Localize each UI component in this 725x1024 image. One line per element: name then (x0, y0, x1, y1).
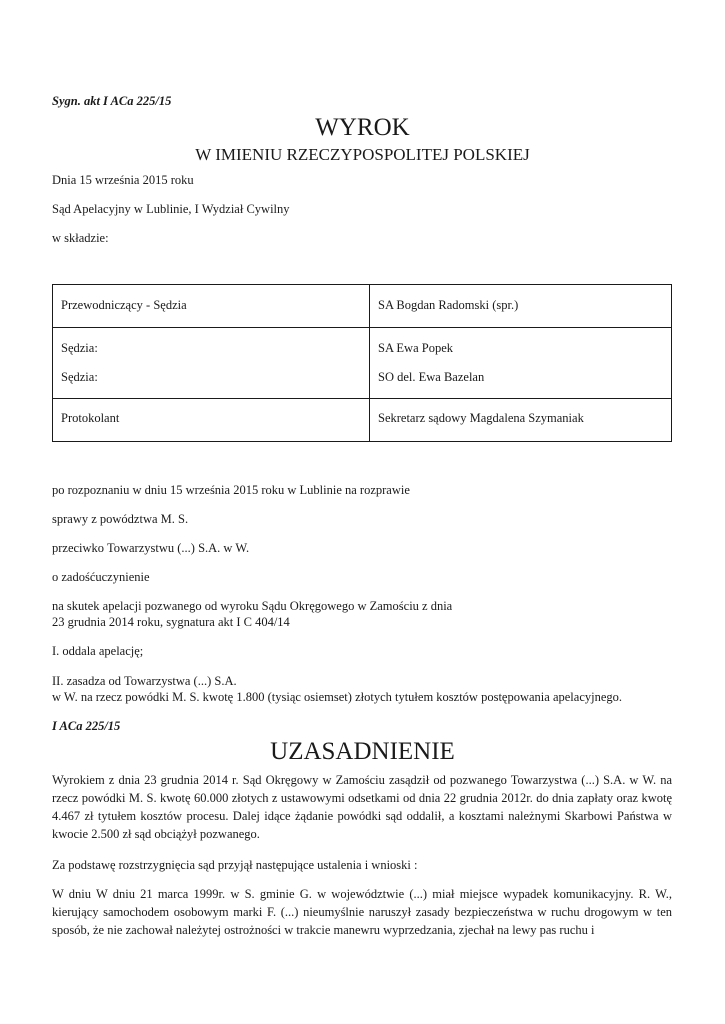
table-cell (53, 328, 370, 399)
document-subtitle: W IMIENIU RZECZYPOSPOLITEJ POLSKIEJ (195, 145, 530, 164)
proceedings-line: 23 grudnia 2014 roku, sygnatura akt I C 404/14 (52, 615, 290, 629)
judge-name: SA Ewa Popek (378, 341, 453, 355)
table-cell (370, 399, 672, 442)
proceedings-line: przeciwko Towarzystwu (...) S.A. w W. (52, 541, 250, 555)
table-cell (370, 328, 672, 399)
court-name: Sąd Apelacyjny w Lublinie, I Wydział Cywilny (52, 202, 290, 216)
justification-case-ref: I ACa 225/15 (52, 719, 121, 733)
judge-role: Sędzia: (61, 341, 98, 355)
ruling-point: I. oddala apelację; (52, 644, 144, 658)
court-composition-table (52, 284, 672, 442)
proceedings-line: po rozpoznaniu w dniu 15 września 2015 roku w Lublinie na rozprawie (52, 483, 410, 497)
proceedings-line: o zadośćuczynienie (52, 570, 150, 584)
table-row (53, 285, 672, 328)
ruling-point: II. zasadza od Towarzystwa (...) S.A. (52, 674, 237, 688)
composition-label: w składzie: (52, 231, 109, 245)
proceedings-line: sprawy z powództwa M. S. (52, 512, 189, 526)
ruling-point: w W. na rzecz powódki M. S. kwotę 1.800 (tysiąc osiemset) złotych tytułem kosztów postępowania apelacyjnego. (52, 690, 623, 704)
judge-role: Sędzia: (61, 370, 98, 384)
table-cell (53, 285, 370, 328)
clerk-role: Protokolant (61, 411, 120, 425)
document-title: WYROK (315, 114, 410, 141)
clerk-name: Sekretarz sądowy Magdalena Szymaniak (378, 411, 584, 425)
table-cell (53, 399, 370, 442)
justification-paragraph: Za podstawę rozstrzygnięcia sąd przyjął następujące ustalenia i wnioski : (52, 858, 418, 872)
presiding-name: SA Bogdan Radomski (spr.) (378, 298, 519, 312)
justification-paragraph: Wyrokiem z dnia 23 grudnia 2014 r. Sąd Okręgowy w Zamościu zasądził od pozwanego Towarzystwa (...) S.A. w W. na rzecz powódki M. S. kwotę 60.000 złotych z ustawowymi odsetkami od dnia 22 grudnia 2012r. do dnia zapłaty oraz kwotę 4.467 zł tytułem kosztów procesu. Dalej idące żądanie powódki sąd oddalił, a kosztami należnymi Skarbowi Państwa w kwocie 2.500 zł sąd obciążył pozwanego. (52, 773, 672, 841)
case-signature: Sygn. akt I ACa 225/15 (52, 94, 172, 108)
table-cell (370, 285, 672, 328)
justification-paragraph: W dniu W dniu 21 marca 1999r. w S. gminie G. w województwie (...) miał miejsce wypadek komunikacyjny. R. W., kierujący samochodem osobowym marki F. (...) nieumyślnie naruszył zasady bezpieczeństwa w ruchu drogowym w ten sposób, że nie zachował należytej ostrożności w trakcie manewru wyprzedzania, zjechał na lewy pas ruchu i (52, 887, 672, 937)
proceedings-line: na skutek apelacji pozwanego od wyroku Sądu Okręgowego w Zamościu z dnia (52, 599, 453, 613)
table-row (53, 399, 672, 442)
presiding-role: Przewodniczący - Sędzia (61, 298, 187, 312)
ruling-date: Dnia 15 września 2015 roku (52, 173, 194, 187)
judge-name: SO del. Ewa Bazelan (378, 370, 485, 384)
table-row (53, 328, 672, 399)
justification-title: UZASADNIENIE (270, 738, 455, 765)
